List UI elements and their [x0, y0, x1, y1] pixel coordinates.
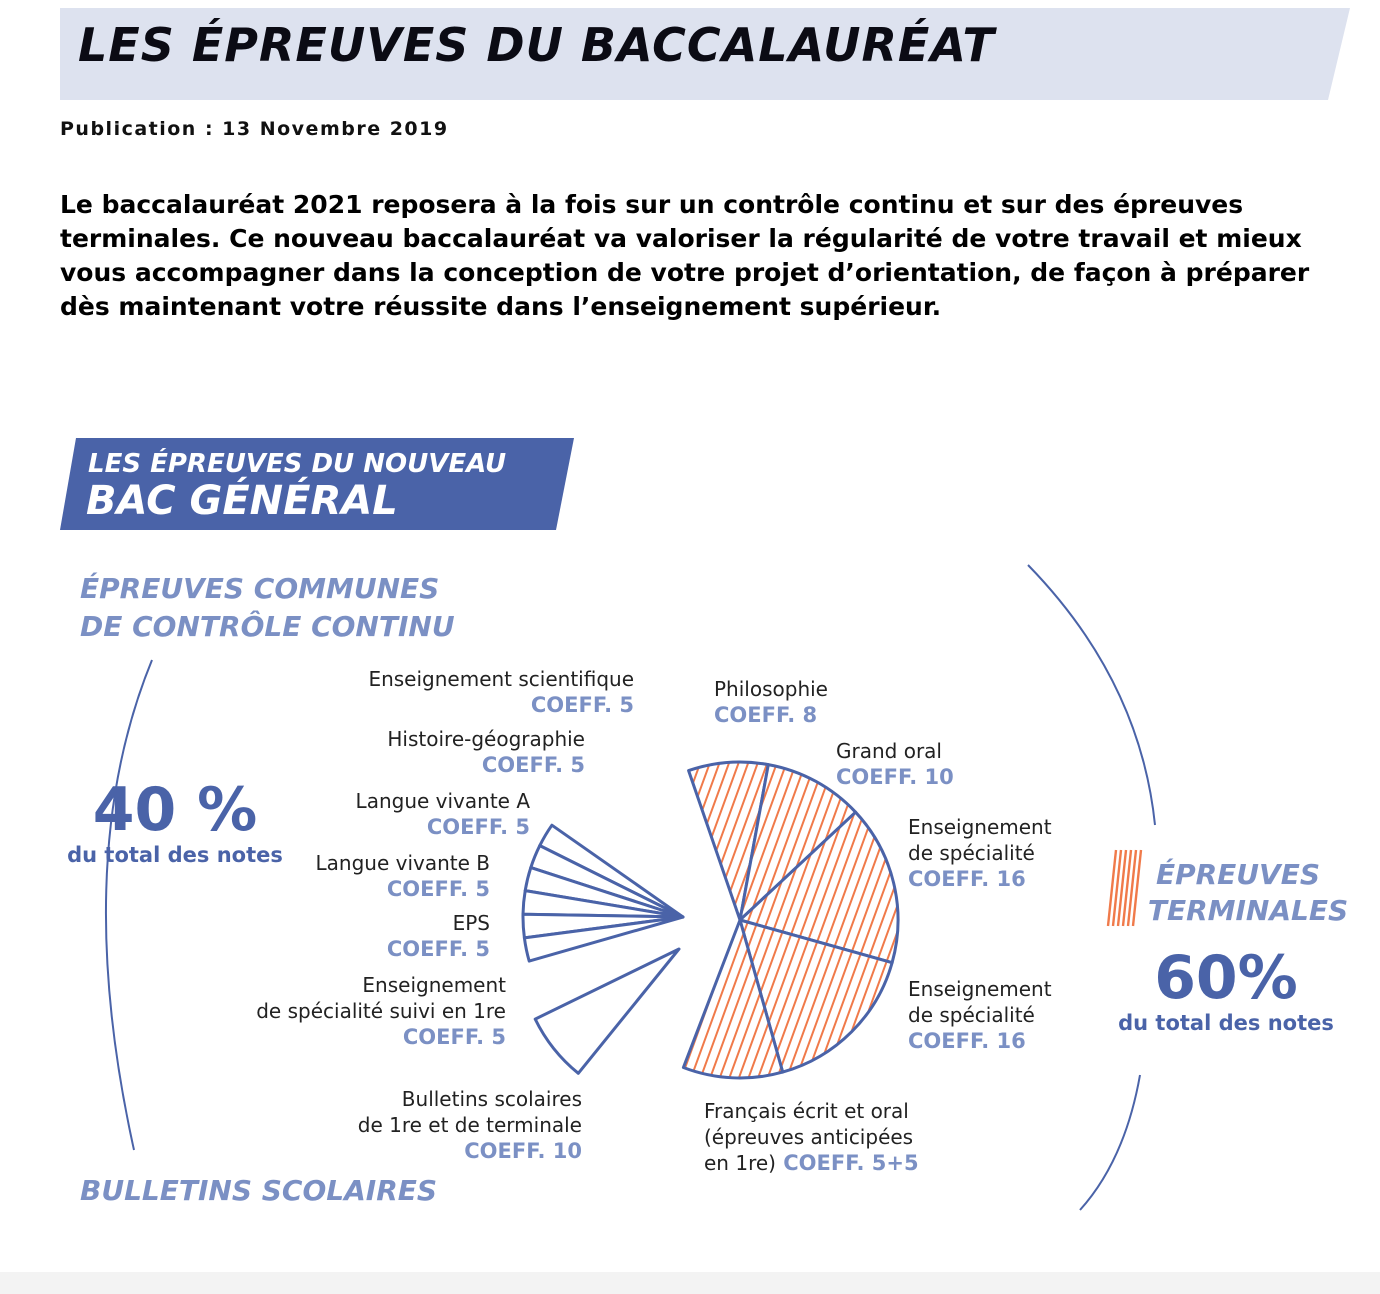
left-coeff-2: COEFF. 5	[426, 815, 530, 839]
right-coeff-1: COEFF. 10	[836, 765, 954, 789]
page-title: LES ÉPREUVES DU BACCALAURÉAT	[78, 18, 995, 72]
left-label-3-line0: Langue vivante B	[315, 851, 490, 875]
right-label-0-line0: Philosophie	[714, 677, 828, 701]
left-label-5-line1: de spécialité suivi en 1re	[256, 999, 506, 1023]
right-label-1-line0: Grand oral	[836, 739, 942, 763]
left-label-0-line0: Enseignement scientifique	[368, 667, 634, 691]
percent-60-caption: du total des notes	[1118, 1011, 1334, 1035]
chart-title-line2: BAC GÉNÉRAL	[86, 478, 398, 524]
right-label-2-line1: de spécialité	[908, 841, 1035, 865]
right-label-4-line0: Français écrit et oral	[704, 1099, 909, 1123]
left-label-6-line1: de 1re et de terminale	[357, 1113, 582, 1137]
left-label-2-line0: Langue vivante A	[355, 789, 530, 813]
left-label-6-line0: Bulletins scolaires	[401, 1087, 582, 1111]
right-slices	[683, 762, 898, 1078]
right-label-2-line0: Enseignement	[908, 815, 1052, 839]
publication-date: Publication : 13 Novembre 2019	[60, 118, 449, 140]
arc-0	[106, 660, 152, 1150]
right-label-4-line1: (épreuves anticipées	[704, 1125, 914, 1149]
right-coeff-4: COEFF. 5+5	[775, 1151, 919, 1175]
right-coeff-2: COEFF. 16	[908, 867, 1026, 891]
percent-60: 60%	[1154, 943, 1298, 1013]
group-label-terminales-line2: TERMINALES	[1147, 894, 1349, 927]
intro-paragraph: Le baccalauréat 2021 reposera à la fois sur un contrôle continu et sur des épreuves terminales. Ce nouveau baccalauréat va valoriser la régularité de votre travail et mieux vous accompagner dans la conception de votre projet d’orientation, de façon à préparer dès maintenant votre réussite dans l’enseignement supérieur.	[60, 190, 1310, 321]
left-slices	[523, 825, 683, 1073]
left-label-1-line0: Histoire-géographie	[387, 727, 585, 751]
left-coeff-3: COEFF. 5	[386, 877, 490, 901]
right-label-3-line1: de spécialité	[908, 1003, 1035, 1027]
percent-40: 40 %	[92, 775, 258, 845]
arc-2	[1080, 1075, 1140, 1210]
left-coeff-4: COEFF. 5	[386, 937, 490, 961]
group-label-bulletins: BULLETINS SCOLAIRES	[80, 1174, 438, 1207]
right-label-4-line2: en 1re) COEFF. 5+5	[704, 1151, 919, 1175]
arc-1	[1028, 565, 1155, 825]
chart-title-line1: LES ÉPREUVES DU NOUVEAU	[88, 449, 507, 479]
left-coeff-6: COEFF. 10	[464, 1139, 582, 1163]
right-coeff-3: COEFF. 16	[908, 1029, 1026, 1053]
percent-40-caption: du total des notes	[67, 843, 283, 867]
left-coeff-1: COEFF. 5	[481, 753, 585, 777]
left-label-4-line0: EPS	[452, 911, 490, 935]
right-coeff-0: COEFF. 8	[714, 703, 818, 727]
group-label-terminales-line1: ÉPREUVES	[1155, 858, 1321, 891]
slice-left-bulletins	[535, 949, 679, 1073]
right-label-3-line0: Enseignement	[908, 977, 1052, 1001]
left-coeff-5: COEFF. 5	[402, 1025, 506, 1049]
left-coeff-0: COEFF. 5	[530, 693, 634, 717]
group-label-controle-line2: DE CONTRÔLE CONTINU	[80, 610, 455, 643]
page-bottom-strip	[0, 1272, 1380, 1294]
group-label-controle-line1: ÉPREUVES COMMUNES	[80, 572, 440, 605]
hatch-legend-icon	[1108, 850, 1141, 926]
left-label-5-line0: Enseignement	[362, 973, 506, 997]
